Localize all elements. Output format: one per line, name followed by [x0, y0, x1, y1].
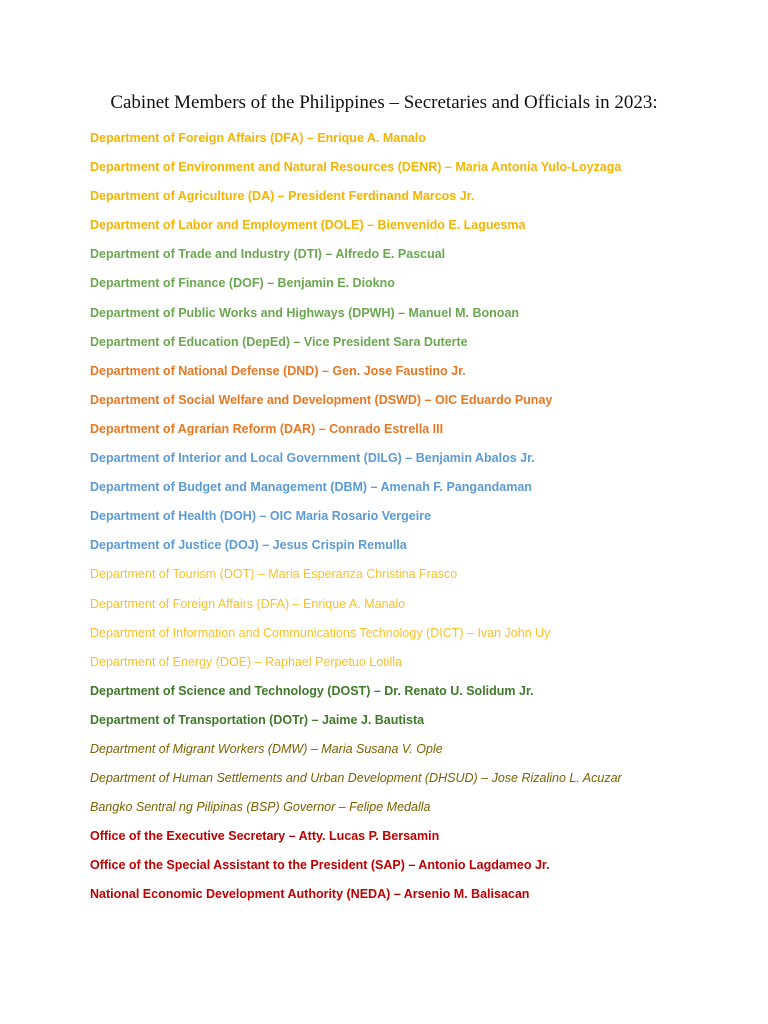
list-item: Department of Foreign Affairs (DFA) – Enrique A. Manalo — [90, 131, 426, 145]
list-item: Bangko Sentral ng Pilipinas (BSP) Governor – Felipe Medalla — [90, 800, 431, 815]
list-item: Department of Agriculture (DA) – President Ferdinand Marcos Jr. — [90, 189, 475, 204]
list-item: Office of the Special Assistant to the President (SAP) – Antonio Lagdameo Jr. — [90, 858, 550, 873]
list-item: Department of Budget and Management (DBM) – Amenah F. Pangandaman — [90, 480, 532, 495]
list-item: Department of Justice (DOJ) – Jesus Crispin Remulla — [90, 538, 407, 553]
list-item: Department of Migrant Workers (DMW) – Maria Susana V. Ople — [90, 741, 443, 756]
list-item: Department of Interior and Local Government (DILG) – Benjamin Abalos Jr. — [90, 451, 535, 466]
list-item: Department of National Defense (DND) – Gen. Jose Faustino Jr. — [90, 363, 466, 378]
list-item: Department of Foreign Affairs (DFA) – Enrique A. Manalo — [90, 596, 406, 611]
list-item: Department of Human Settlements and Urban Development (DHSUD) – Jose Rizalino L. Acuzar — [90, 771, 622, 786]
list-item: Department of Health (DOH) – OIC Maria Rosario Vergeire — [90, 509, 432, 524]
list-item: Department of Transportation (DOTr) – Jaime J. Bautista — [90, 712, 425, 727]
list-item: National Economic Development Authority (NEDA) – Arsenio M. Balisacan — [90, 887, 530, 902]
list-item: Department of Labor and Employment (DOLE) – Bienvenido E. Laguesma — [90, 218, 526, 233]
list-item: Department of Agrarian Reform (DAR) – Conrado Estrella III — [90, 421, 444, 436]
list-item: Department of Environment and Natural Resources (DENR) – Maria Antonia Yulo-Loyzaga — [90, 160, 622, 175]
list-item: Department of Social Welfare and Development (DSWD) – OIC Eduardo Punay — [90, 392, 553, 407]
list-item: Department of Finance (DOF) – Benjamin E. Diokno — [90, 276, 395, 291]
list-item: Department of Information and Communications Technology (DICT) – Ivan John Uy — [90, 625, 551, 640]
list-item: Department of Education (DepEd) – Vice President Sara Duterte — [90, 334, 468, 349]
list-item: Department of Public Works and Highways (DPWH) – Manuel M. Bonoan — [90, 305, 519, 320]
list-item: Department of Tourism (DOT) – Maria Esperanza Christina Frasco — [90, 567, 458, 582]
list-item: Department of Energy (DOE) – Raphael Perpetuo Lotilla — [90, 654, 402, 669]
cabinet-members-list — [90, 128, 760, 914]
list-item: Office of the Executive Secretary – Atty. Lucas P. Bersamin — [90, 829, 440, 844]
list-item: Department of Science and Technology (DOST) – Dr. Renato U. Solidum Jr. — [90, 683, 534, 698]
document-title: Cabinet Members of the Philippines – Secretaries and Officials in 2023: — [110, 92, 658, 113]
list-item: Department of Trade and Industry (DTI) – Alfredo E. Pascual — [90, 247, 446, 262]
